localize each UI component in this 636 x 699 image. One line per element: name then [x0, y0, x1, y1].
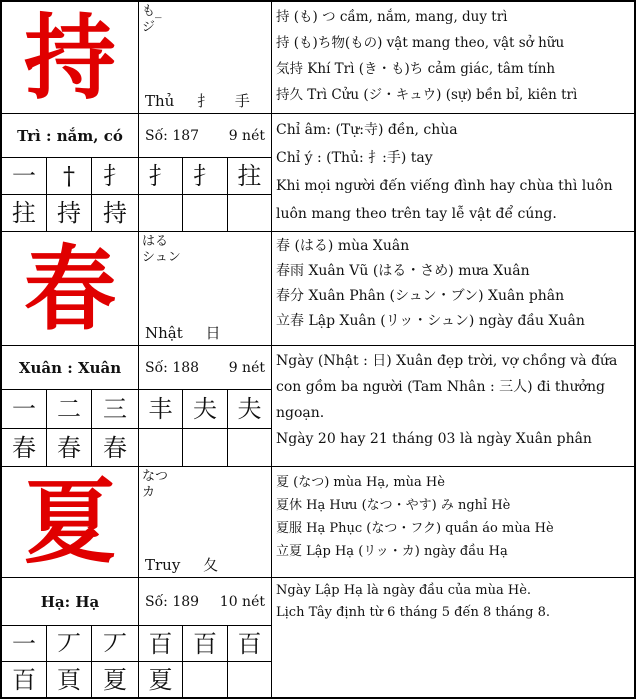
stroke-step-empty: [182, 428, 228, 467]
radical: [145, 557, 236, 573]
note-line: Ngày (Nhật : 日) Xuân đẹp trời, vợ chồng và đứa: [276, 353, 618, 369]
radical-char: 扌: [197, 92, 213, 110]
stroke-step: 夏: [91, 661, 139, 698]
note-line: Khi mọi người đến viếng đình hay chùa thì luôn: [276, 178, 613, 194]
radical: [145, 325, 239, 341]
stroke-step: 百: [182, 625, 228, 662]
stroke-step: 頁: [46, 661, 92, 698]
radical-char: 夂: [203, 556, 219, 574]
vocab-item: 夏休 Hạ Hưu (なつ・やす) み nghỉ Hè: [276, 498, 511, 513]
vocab-item: 夏服 Hạ Phục (なつ・フク) quần áo mùa Hè: [276, 521, 554, 536]
vocab-item: 気持 Khí Trì (き・も)ち cảm giác, tâm tính: [276, 61, 556, 77]
note-line: Ngày Lập Hạ là ngày đầu của mùa Hè.: [276, 583, 532, 598]
readings-box: [138, 231, 272, 346]
stroke-step: 拄: [1, 194, 47, 232]
note-line: con gồm ba người (Tam Nhân : 三人) đi thưởng: [276, 379, 605, 395]
kanji-large: 夏: [1, 466, 139, 578]
vocab-item: 春雨 Xuân Vũ (はる・さめ) mưa Xuân: [276, 263, 530, 279]
note-line: luôn mang theo trên tay lễ vật để cúng.: [276, 206, 557, 222]
kanji-large: 春: [1, 231, 139, 346]
stroke-step: 扌: [182, 157, 228, 195]
notes: [271, 113, 635, 232]
stroke-step: 三: [91, 389, 139, 429]
kanji-number: Số: 187: [145, 127, 200, 144]
vocab-list: [271, 1, 635, 114]
kun-reading: も_: [142, 4, 162, 19]
stroke-step: 夫: [182, 389, 228, 429]
stroke-step: 持: [46, 194, 92, 232]
on-reading: ジ: [142, 20, 156, 35]
vocab-list: [271, 231, 635, 346]
stroke-step: 夏: [138, 661, 183, 698]
stroke-step-empty: [227, 194, 272, 232]
stroke-step: †: [46, 157, 92, 195]
note-line: Chỉ ý : (Thủ: 扌:手) tay: [276, 150, 433, 166]
radical-name: Nhật: [145, 324, 183, 342]
stroke-step: 百: [138, 625, 183, 662]
readings-box: [138, 1, 272, 114]
kanji-count: [138, 577, 272, 626]
note-line: Lịch Tây định từ 6 tháng 5 đến 8 tháng 8.: [276, 605, 550, 620]
kun-reading: なつ: [142, 469, 169, 484]
kanji-number: Số: 188: [145, 359, 200, 376]
vocab-item: 持 (も)ち物(もの) vật mang theo, vật sở hữu: [276, 35, 565, 51]
stroke-step: 丆: [46, 625, 92, 662]
stroke-step: 丰: [138, 389, 183, 429]
kanji-count: [138, 113, 272, 158]
vocab-item: 夏 (なつ) mùa Hạ, mùa Hè: [276, 475, 445, 490]
stroke-step: 百: [1, 661, 47, 698]
stroke-step: 一: [1, 157, 47, 195]
stroke-step: 春: [1, 428, 47, 467]
stroke-step: 拄: [227, 157, 272, 195]
stroke-step-empty: [227, 661, 272, 698]
stroke-step-empty: [138, 428, 183, 467]
stroke-step-empty: [138, 194, 183, 232]
radical-char: 手: [234, 92, 250, 110]
radical-name: Truy: [145, 556, 181, 574]
stroke-step: 一: [1, 625, 47, 662]
kanji-entry-ji: [1, 1, 635, 232]
notes: [271, 577, 635, 698]
stroke-step: 丆: [91, 625, 139, 662]
kanji-name: Xuân : Xuân: [1, 345, 139, 390]
stroke-step: 春: [46, 428, 92, 467]
on-reading: シュン: [142, 250, 181, 265]
notes: [271, 345, 635, 467]
stroke-step: 春: [91, 428, 139, 467]
stroke-step-empty: [227, 428, 272, 467]
on-reading: カ: [142, 485, 156, 500]
stroke-step-empty: [182, 661, 228, 698]
stroke-step: 持: [91, 194, 139, 232]
kanji-entry-natsu: [1, 466, 635, 698]
stroke-count: 9 nét: [228, 127, 265, 144]
stroke-count: 10 nét: [219, 593, 265, 610]
readings-box: [138, 466, 272, 578]
radical: [145, 93, 268, 109]
stroke-step: 二: [46, 389, 92, 429]
note-line: ngoạn.: [276, 405, 325, 421]
vocab-item: 持 (も) つ cầm, nắm, mang, duy trì: [276, 9, 508, 25]
kanji-name: Trì : nắm, có: [1, 113, 139, 158]
kanji-count: [138, 345, 272, 390]
stroke-count: 9 nét: [228, 359, 265, 376]
stroke-step-empty: [182, 194, 228, 232]
stroke-step: 夫: [227, 389, 272, 429]
vocab-item: 持久 Trì Cửu (ジ・キュウ) (sự) bền bỉ, kiên trì: [276, 87, 578, 103]
note-line: Ngày 20 hay 21 tháng 03 là ngày Xuân phân: [276, 431, 592, 447]
radical-char: 日: [205, 324, 221, 342]
kanji-number: Số: 189: [145, 593, 200, 610]
vocab-list: [271, 466, 635, 578]
kun-reading: はる: [142, 234, 169, 249]
vocab-item: 立夏 Lập Hạ (リッ・カ) ngày đầu Hạ: [276, 544, 508, 559]
stroke-step: 扌: [91, 157, 139, 195]
note-line: Chỉ âm: (Tự:寺) đền, chùa: [276, 122, 458, 138]
kanji-entry-shun: [1, 231, 635, 467]
kanji-name: Hạ: Hạ: [1, 577, 139, 626]
radical-name: Thủ: [145, 92, 175, 110]
vocab-item: 春分 Xuân Phân (シュン・ブン) Xuân phân: [276, 288, 565, 304]
stroke-step: 扌: [138, 157, 183, 195]
stroke-step: 百: [227, 625, 272, 662]
vocab-item: 立春 Lập Xuân (リッ・シュン) ngày đầu Xuân: [276, 313, 585, 329]
vocab-item: 春 (はる) mùa Xuân: [276, 238, 410, 254]
stroke-step: 一: [1, 389, 47, 429]
kanji-large: 持: [1, 1, 139, 114]
